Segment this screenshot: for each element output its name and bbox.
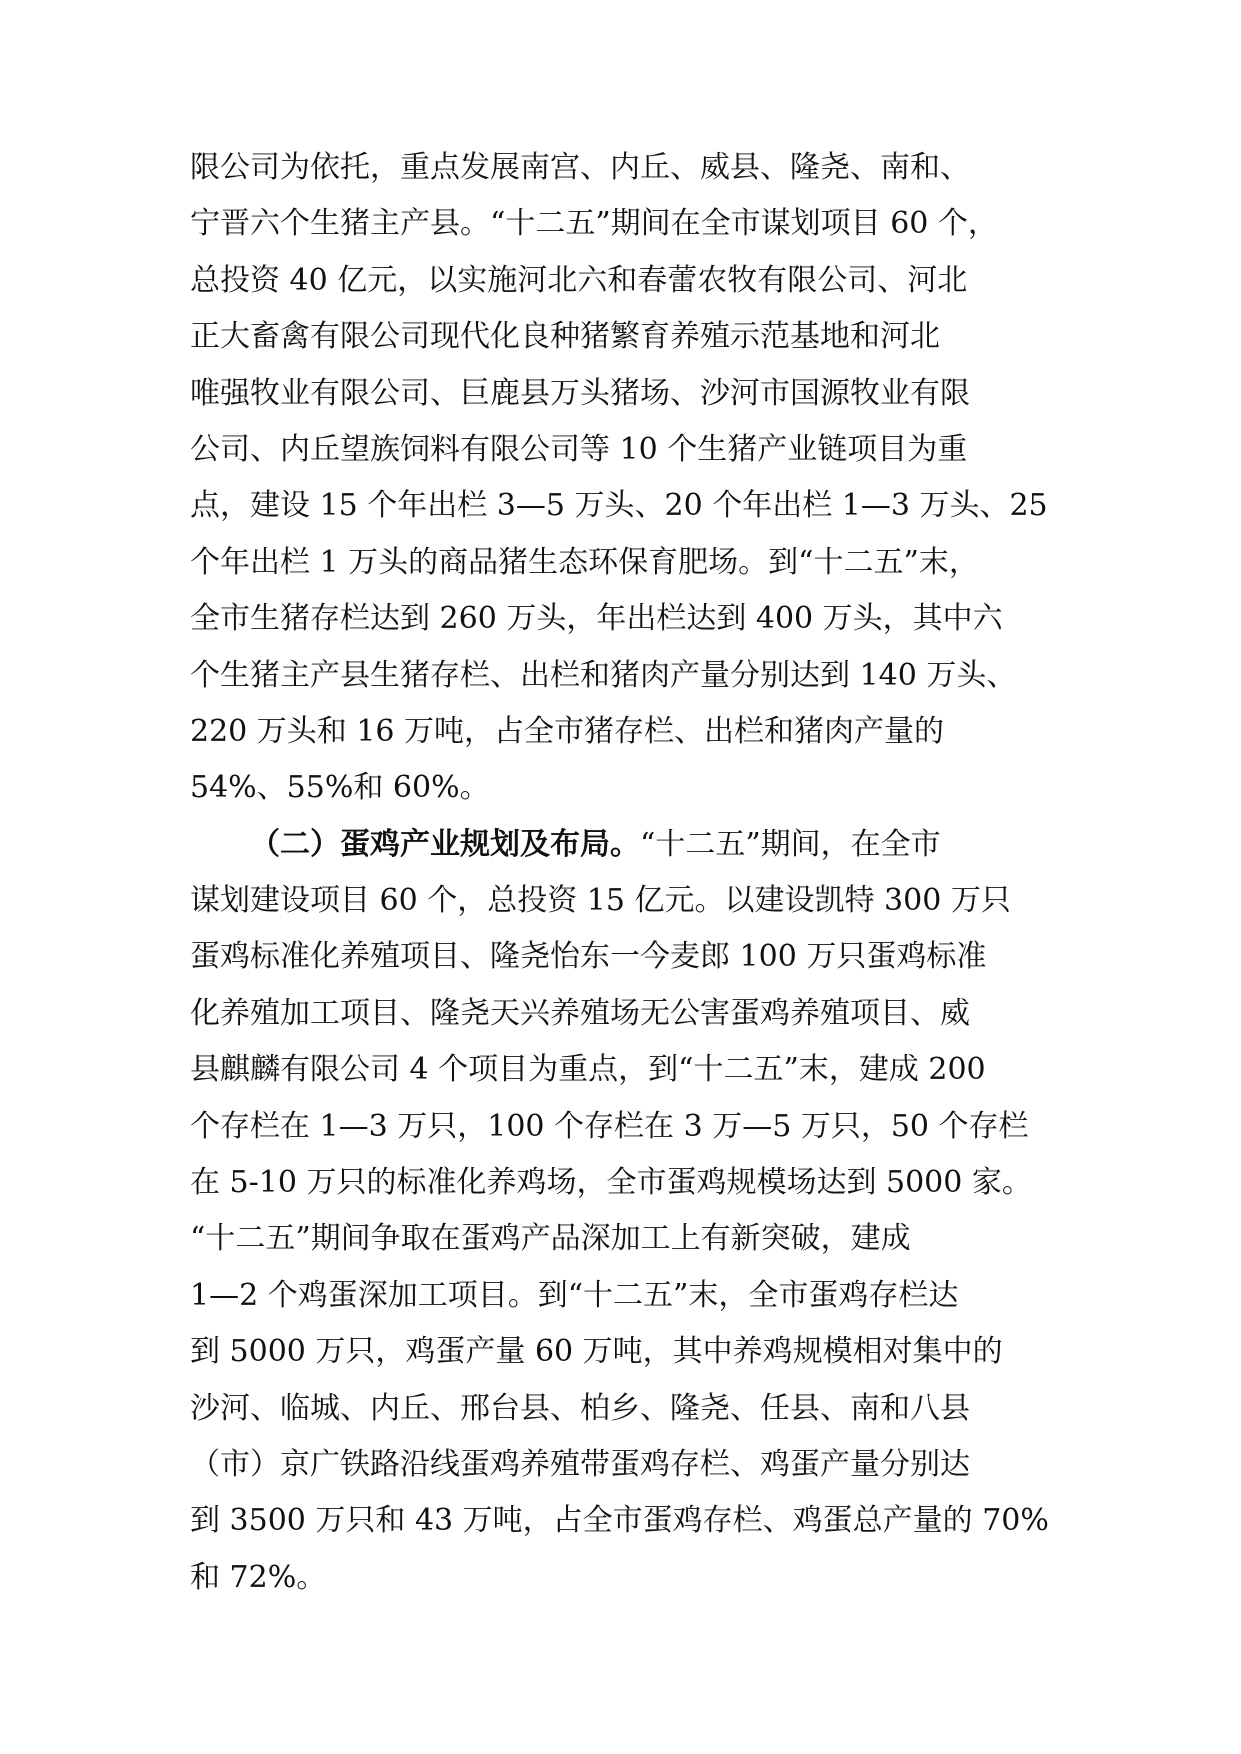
section-heading: （二）蛋鸡产业规划及布局。 bbox=[250, 826, 640, 862]
text-line: 限公司为依托，重点发展南宫、内丘、威县、隆尧、南和、 bbox=[190, 150, 970, 185]
text-line: 点，建设 15 个年出栏 3—5 万头、20 个年出栏 1—3 万头、25 bbox=[190, 488, 1048, 524]
text-line: （市）京广铁路沿线蛋鸡养殖带蛋鸡存栏、鸡蛋产量分别达 bbox=[190, 1446, 970, 1482]
section-heading-line bbox=[190, 817, 1050, 873]
text-line: 谋划建设项目 60 个，总投资 15 亿元。以建设凯特 300 万只 bbox=[190, 883, 1011, 919]
text-line: 蛋鸡标准化养殖项目、隆尧怡东一今麦郎 100 万只蛋鸡标准 bbox=[190, 939, 987, 975]
paragraph-pig-industry bbox=[190, 140, 1050, 817]
text-span: “十二五”期间，在全市 bbox=[640, 826, 941, 862]
text-line: 宁晋六个生猪主产县。“十二五”期间在全市谋划项目 60 个， bbox=[190, 206, 998, 242]
text-line: 个生猪主产县生猪存栏、出栏和猪肉产量分别达到 140 万头、 bbox=[190, 657, 1017, 693]
text-line: 个年出栏 1 万头的商品猪生态环保育肥场。到“十二五”末， bbox=[190, 544, 979, 580]
text-line: 到 5000 万只，鸡蛋产量 60 万吨，其中养鸡规模相对集中的 bbox=[190, 1334, 1003, 1370]
text-line: 总投资 40 亿元，以实施河北六和春蕾农牧有限公司、河北 bbox=[190, 262, 968, 298]
text-line: 公司、内丘望族饲料有限公司等 10 个生猪产业链项目为重 bbox=[190, 431, 968, 467]
text-line: 和 72%。 bbox=[190, 1559, 327, 1595]
text-line: 县麒麟有限公司 4 个项目为重点，到“十二五”末，建成 200 bbox=[190, 1052, 986, 1088]
text-line: 54%、55%和 60%。 bbox=[190, 770, 490, 806]
text-line: 全市生猪存栏达到 260 万头，年出栏达到 400 万头，其中六 bbox=[190, 601, 1003, 637]
text-line: 到 3500 万只和 43 万吨，占全市蛋鸡存栏、鸡蛋总产量的 70% bbox=[190, 1503, 1049, 1539]
text-line: 220 万头和 16 万吨，占全市猪存栏、出栏和猪肉产量的 bbox=[190, 713, 945, 749]
paragraph-layer-chicken-industry bbox=[190, 817, 1050, 1606]
text-line: 个存栏在 1—3 万只，100 个存栏在 3 万—5 万只，50 个存栏 bbox=[190, 1108, 1029, 1144]
text-line: “十二五”期间争取在蛋鸡产品深加工上有新突破，建成 bbox=[190, 1221, 911, 1257]
text-line: 唯强牧业有限公司、巨鹿县万头猪场、沙河市国源牧业有限 bbox=[190, 375, 970, 411]
text-line: 在 5-10 万只的标准化养鸡场，全市蛋鸡规模场达到 5000 家。 bbox=[190, 1165, 1032, 1201]
text-line: 化养殖加工项目、隆尧天兴养殖场无公害蛋鸡养殖项目、威 bbox=[190, 995, 970, 1031]
document-body bbox=[190, 140, 1050, 1606]
text-line: 1—2 个鸡蛋深加工项目。到“十二五”末，全市蛋鸡存栏达 bbox=[190, 1277, 959, 1313]
text-line: 沙河、临城、内丘、邢台县、柏乡、隆尧、任县、南和八县 bbox=[190, 1390, 970, 1426]
text-line: 正大畜禽有限公司现代化良种猪繁育养殖示范基地和河北 bbox=[190, 319, 940, 355]
